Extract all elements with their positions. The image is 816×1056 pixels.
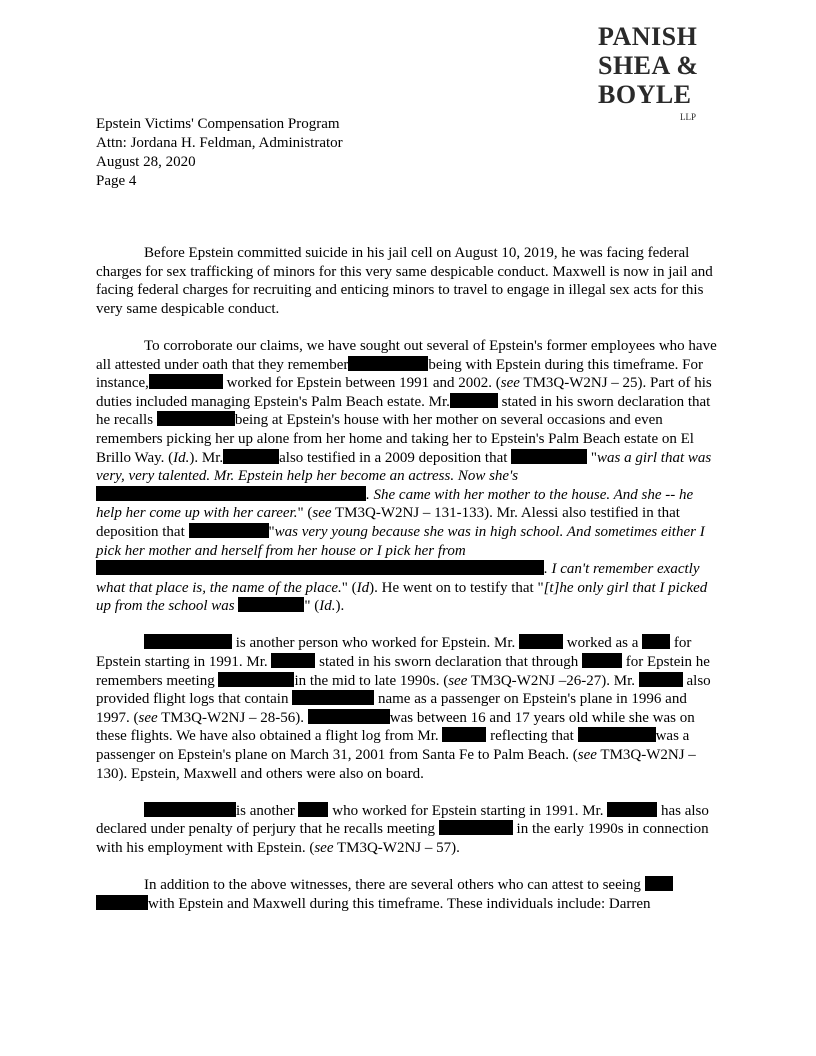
p5-text: with Epstein and Maxwell during this timeframe. These individuals include: Darren: [148, 895, 651, 912]
p1-text: Before Epstein committed suicide in his jail cell on August 10, 2019, he was facing federal charges for sex trafficking of minors for this very same despicable conduct. Maxwell is now in jail and facing federal charges for recruiting and enticing minors to travel to engage in illegal sex acts for this very same despicable conduct.: [96, 245, 713, 317]
p2-text: ": [268, 523, 275, 540]
p2-text: also testified in a 2009 deposition that: [279, 449, 508, 466]
page-number: Page 4: [96, 173, 137, 189]
paragraph-3: [96, 634, 720, 783]
p2-citation-signal: Id: [356, 579, 370, 596]
p3-text: is another person who worked for Epstein. Mr.: [235, 635, 516, 652]
p2-text: ). Mr.: [189, 449, 224, 466]
redaction-block: [96, 486, 366, 501]
p3-text: name as a passenger on Epstein's plane in 1996 and 1997. (: [96, 691, 687, 726]
p2-citation-signal: Id.: [173, 449, 190, 466]
p3-text: in the mid to late 1990s. (: [294, 672, 449, 689]
p2-text: stated in his sworn declaration that he recalls: [96, 393, 711, 429]
p3-text: for Epstein he remembers meeting: [96, 654, 710, 689]
redaction-block: [607, 802, 657, 817]
p2-quote: was very young because she was in high school. And sometimes either I pick her mother and herself from her house or I pick her from: [96, 523, 705, 559]
p4-citation-signal: see: [314, 840, 334, 856]
p2-quote: [t]he only girl that I picked up from the school was: [96, 579, 708, 615]
p2-text: To corroborate our claims, we have sought out several of Epstein's former employees who have all attested under oath that they remember: [96, 337, 717, 373]
p4-text: in the early 1990s in connection with his employment with Epstein. (: [96, 821, 709, 856]
p3-text: TM3Q-W2NJ – 28-56).: [157, 709, 305, 726]
logo-suffix: LLP: [680, 112, 697, 122]
p2-quote: . She came with her mother to the house. And she -- he help her come up with her career.: [96, 486, 694, 522]
p2-text: ": [587, 449, 598, 466]
redaction-block: [439, 820, 513, 835]
redaction-block: [149, 374, 223, 389]
redaction-block: [144, 802, 236, 817]
redaction-block: [450, 393, 498, 408]
p2-citation-signal: see: [312, 505, 332, 522]
p5-text: In addition to the above witnesses, there are several others who can attest to seeing: [144, 877, 641, 894]
p3-text: was a passenger on Epstein's plane on March 31, 2001 from Santa Fe to Palm Beach. (: [96, 728, 690, 764]
redaction-block: [642, 634, 670, 649]
p3-text: TM3Q-W2NJ –26-27). Mr.: [467, 672, 635, 689]
p2-text: TM3Q-W2NJ – 131-133). Mr. Alessi also testified in that deposition that: [96, 505, 680, 540]
redaction-block: [578, 727, 656, 742]
p3-text: reflecting that: [490, 728, 574, 745]
redaction-block: [96, 560, 544, 575]
p4-text: who worked for Epstein starting in 1991. Mr.: [332, 802, 604, 819]
p2-text: " (: [304, 598, 320, 615]
p3-citation-signal: see: [577, 747, 597, 764]
p3-text: TM3Q-W2NJ – 130). Epstein, Maxwell and others were also on board.: [96, 747, 696, 782]
p2-text: TM3Q-W2NJ – 25). Part of his duties included managing Epstein's Palm Beach estate. Mr.: [96, 375, 712, 410]
redaction-block: [157, 411, 235, 426]
p2-text: ). He went on to testify that ": [369, 579, 544, 596]
logo-line-1: PANISH: [598, 22, 698, 51]
p2-text: being at Epstein's house with her mother on several occasions and even remembers picking her up alone from her home and taking her to Epstein's Palm Beach estate on El Brillo Way. (: [96, 412, 694, 466]
p4-text: TM3Q-W2NJ – 57).: [333, 840, 460, 856]
redaction-block: [645, 876, 673, 891]
paragraph-2: [96, 337, 720, 616]
logo-line-3: BOYLE: [598, 80, 692, 109]
p4-text: is another: [236, 802, 295, 819]
redaction-block: [144, 634, 232, 649]
p3-text: for Epstein starting in 1991. Mr.: [96, 635, 692, 671]
p2-text: being with Epstein during this timeframe. For instance,: [96, 356, 703, 392]
letter-body: [96, 244, 720, 932]
redaction-block: [348, 356, 428, 371]
redaction-block: [292, 690, 374, 705]
p2-citation-signal: Id.: [319, 598, 336, 615]
redaction-block: [308, 709, 390, 724]
p3-citation-signal: see: [448, 672, 468, 689]
p2-text: worked for Epstein between 1991 and 2002. (: [226, 375, 501, 392]
redaction-block: [96, 895, 148, 910]
p2-text: " (: [297, 505, 313, 522]
p3-text: also provided flight logs that contain: [96, 672, 711, 708]
paragraph-5: [96, 876, 720, 913]
p4-text: has also declared under penalty of perjury that he recalls meeting: [96, 802, 709, 838]
p3-text: worked as a: [566, 635, 639, 652]
p3-text: was between 16 and 17 years old while she was on these flights. We have also obtained a flight log from Mr.: [96, 709, 695, 745]
law-firm-logo: [598, 22, 699, 122]
p2-text: ).: [335, 598, 345, 615]
redaction-block: [271, 653, 315, 668]
redaction-block: [639, 672, 683, 687]
letter-header: [96, 115, 343, 191]
p2-text: " (: [341, 579, 357, 596]
redaction-block: [298, 802, 328, 817]
redaction-block: [442, 727, 486, 742]
redaction-block: [519, 634, 563, 649]
p3-text: stated in his sworn declaration that through: [319, 654, 579, 671]
paragraph-1: [96, 244, 720, 318]
redaction-block: [218, 672, 294, 687]
redaction-block: [189, 523, 269, 538]
p3-citation-signal: see: [138, 709, 158, 726]
p2-quote: . I can't remember exactly what that place is, the name of the place.: [96, 561, 700, 596]
p2-citation-signal: see: [500, 375, 520, 392]
logo-line-2: SHEA &: [598, 51, 699, 80]
attention-line: Attn: Jordana H. Feldman, Administrator: [96, 135, 343, 151]
redaction-block: [511, 449, 587, 464]
redaction-block: [238, 597, 304, 612]
redaction-block: [223, 449, 279, 464]
redaction-block: [582, 653, 622, 668]
p2-quote: was a girl that was very, very talented. Mr. Epstein help her become an actress. Now she's: [96, 449, 712, 485]
letter-date: August 28, 2020: [96, 154, 196, 170]
recipient: Epstein Victims' Compensation Program: [96, 116, 340, 132]
paragraph-4: [96, 802, 720, 858]
